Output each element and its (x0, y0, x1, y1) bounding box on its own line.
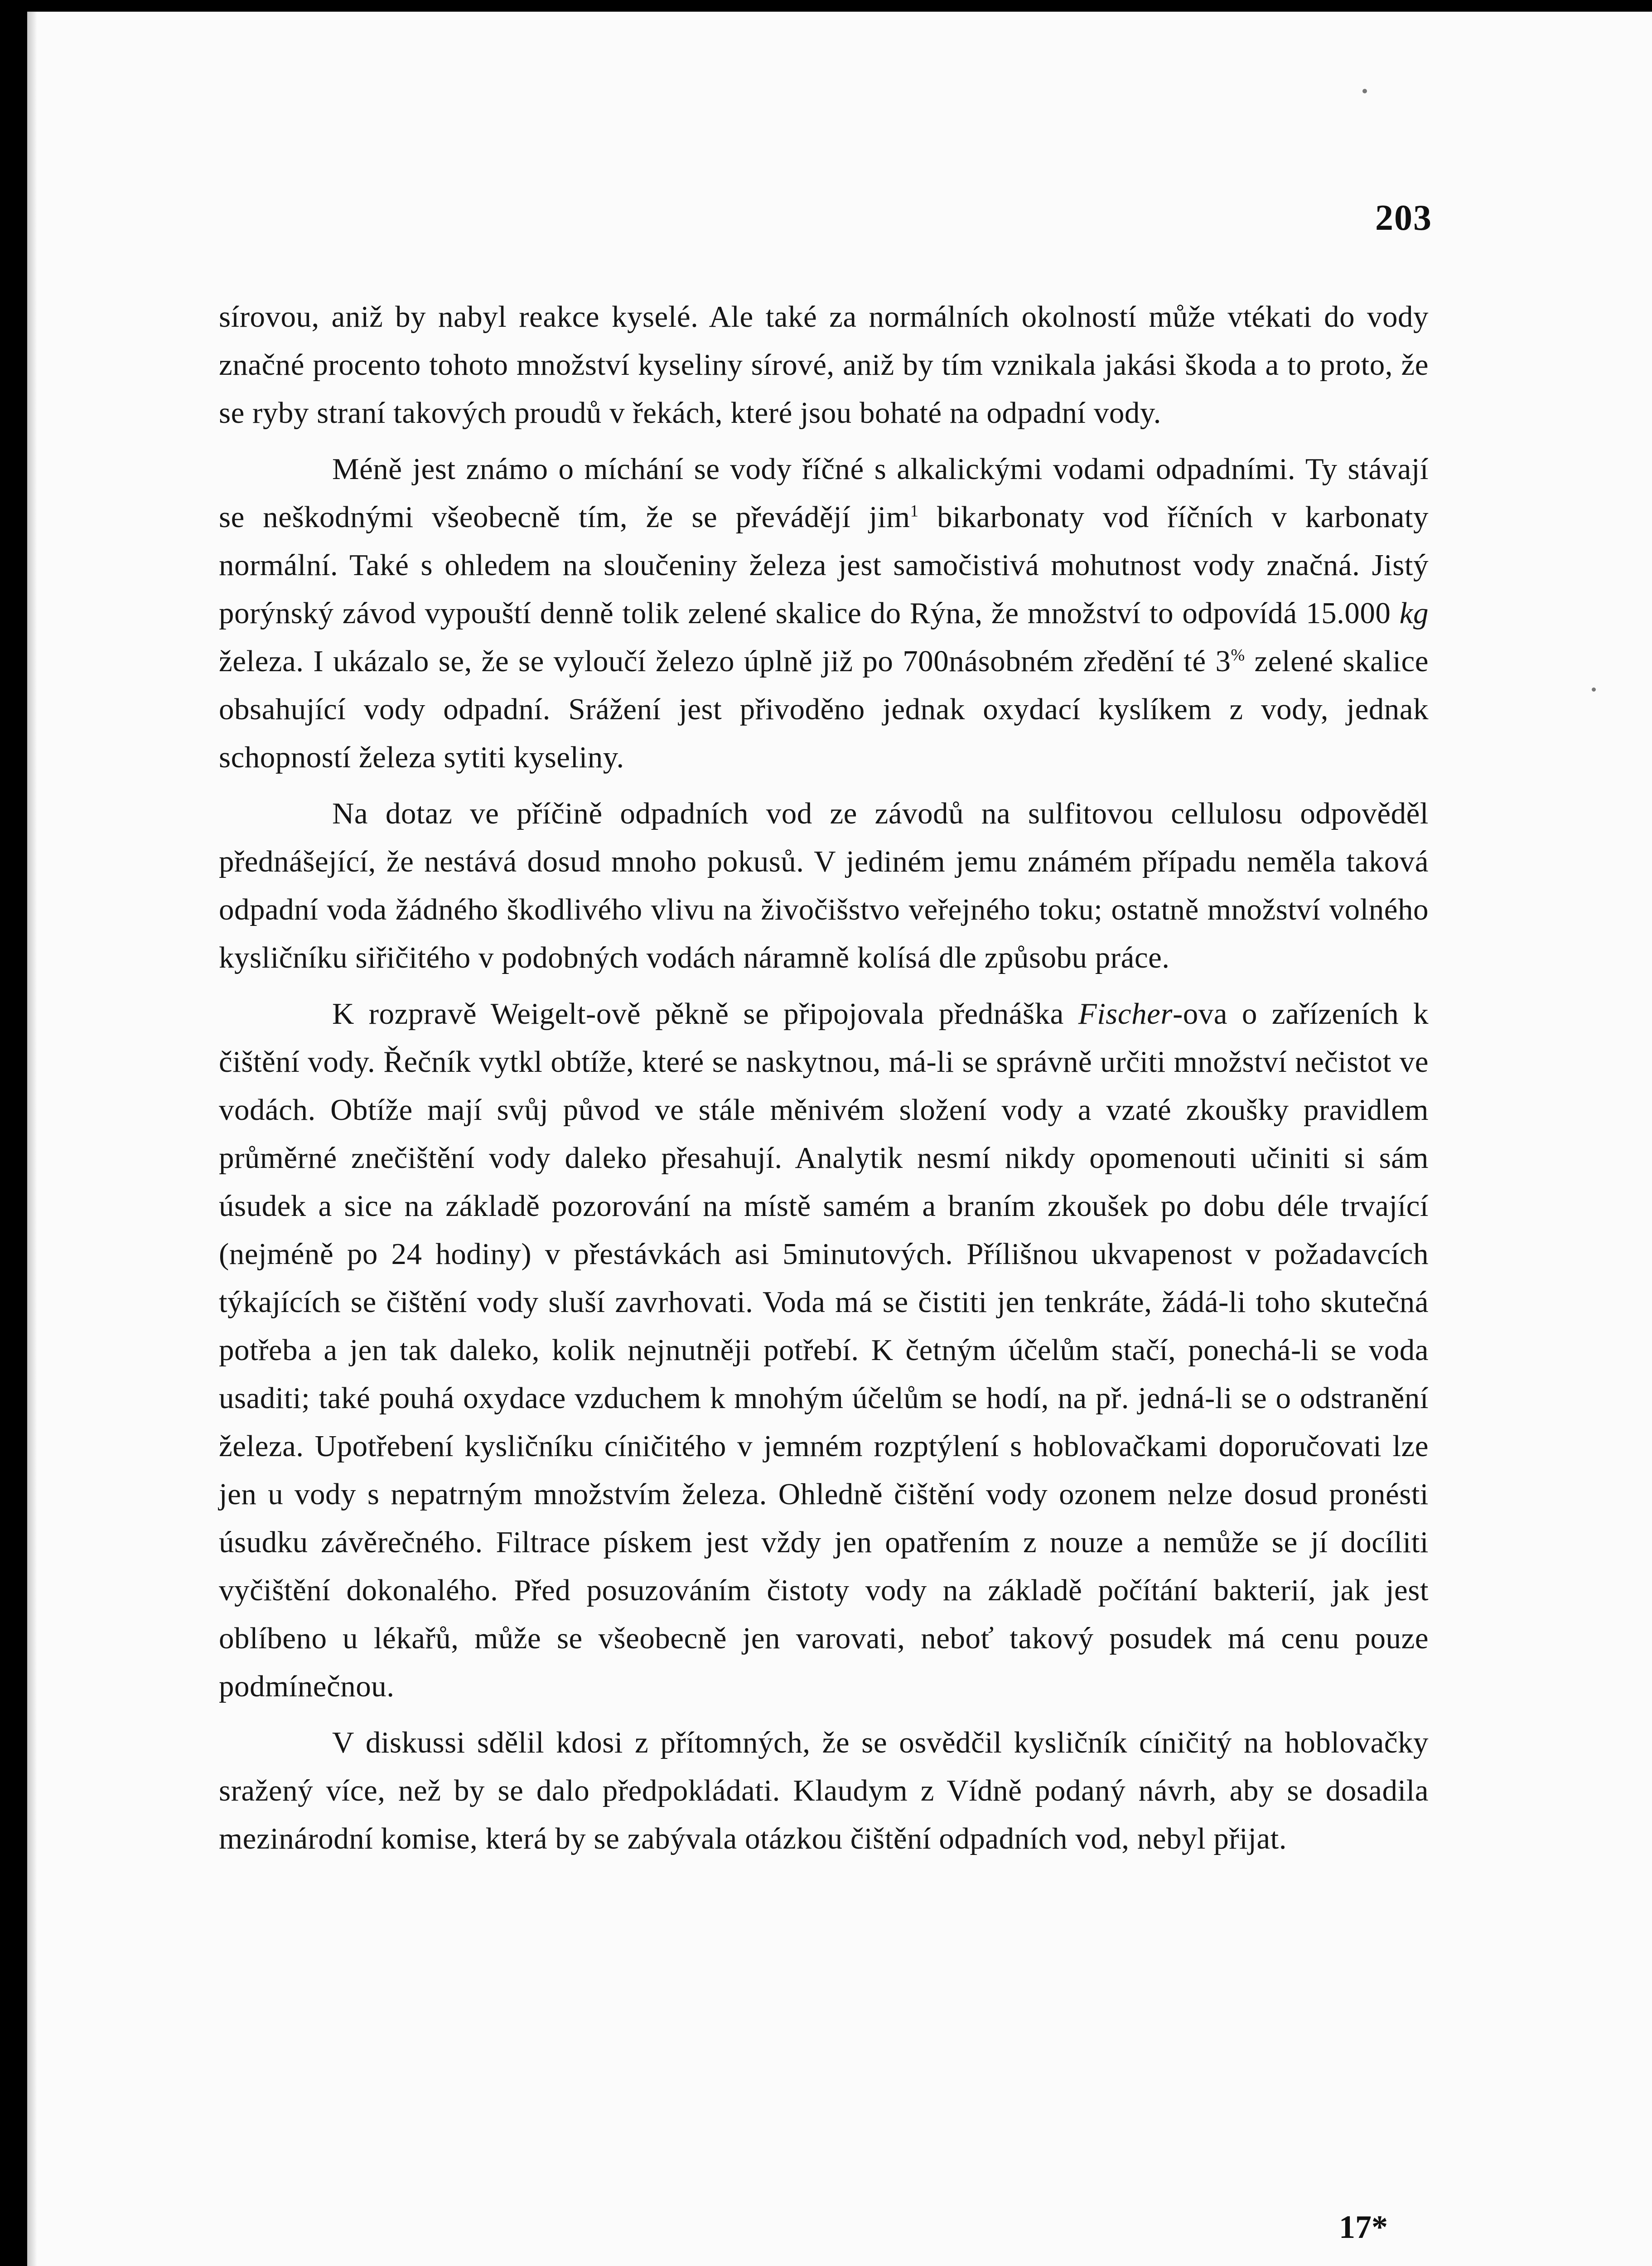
paragraph-2-text-part-3: železa. I ukázalo se, že se vyloučí železo úplně již po 700násobném zředění té 3 (219, 644, 1231, 678)
body-text (219, 293, 1429, 1871)
paragraph-5: V diskussi sdělil kdosi z přítomných, že se osvědčil kysličník cíničitý na hoblovačky sražený více, než by se dalo předpokládati. Klaudym z Vídně podaný návrh, aby se dosadila mezinárodní komise, která by se zabývala otázkou čištění odpadních vod, nebyl přijat. (219, 1726, 1429, 1855)
paragraph-4-text-part-2: -ova o zařízeních k čištění vody. Řečník vytkl obtíže, které se naskytnou, má-li se správně určiti množství nečistot ve vodách. Obtíže mají svůj původ ve stále měnivém složení vody a vzaté zkoušky pravidlem průměrné znečištění vody daleko přesahují. Analytik nesmí nikdy opomenouti učiniti si sám úsudek a sice na základě pozorování na místě samém a braním zkoušek po dobu déle trvající (nejméně po 24 hodiny) v přestávkách asi 5minutových. Přílišnou ukvapenost v požadavcích týkajících se čištění vody sluší zavrhovati. Voda má se čistiti jen tenkráte, žádá-li toho skutečná potřeba a jen tak daleko, kolik nejnutněji potřebí. K četným účelům stačí, ponechá-li se voda usaditi; také pouhá oxydace vzduchem k mnohým účelům se hodí, na př. jedná-li se o odstranění železa. Upotřebení kysličníku cíničitého v jemném rozptýlení s hoblovačkami doporučovati lze jen u vody s nepatrným množstvím železa. Ohledně čištění vody ozonem nelze dosud pronésti úsudku závěrečného. Filtrace pískem jest vždy jen opatřením z nouze a nemůže se jí docíliti vyčištění dokonalého. Před posuzováním čistoty vody na základě počítání bakterií, jak jest oblíbeno u lékařů, může se všeobecně jen varovati, neboť takový posudek má cenu pouze podmínečnou. (219, 997, 1429, 1703)
page-edge-shadow (27, 12, 37, 2266)
paragraph-3: Na dotaz ve příčině odpadních vod ze závodů na sulfitovou cellulosu odpověděl přednášející, že nestává dosud mnoho pokusů. V jediném jemu známém případu neměla taková odpadní voda žádného škodlivého vlivu na živočišstvo veřejného toku; ostatně množství volného kysličníku siřičitého v podobných vodách náramně kolísá dle způsobu práce. (219, 797, 1429, 974)
percent-symbol: % (1231, 645, 1245, 664)
mass-unit: kg (1399, 596, 1429, 630)
paragraph-4-text-part-1: K rozpravě Weigelt-ově pěkně se připojovala přednáška (332, 997, 1078, 1031)
print-speck (1592, 688, 1596, 692)
paragraph-1: sírovou, aniž by nabyl reakce kyselé. Ale také za normálních okolností může vtékati do vody značné procento tohoto množství kyseliny sírové, aniž by tím vznikala jakási škoda a to proto, že se ryby straní takových proudů v řekách, které jsou bohaté na odpadní vody. (219, 300, 1429, 430)
author-name: Fischer (1078, 997, 1173, 1031)
page-number: 203 (1375, 198, 1432, 238)
paragraph-2-superscript: 1 (910, 501, 919, 520)
print-speck (1362, 89, 1367, 93)
signature-mark: 17* (1339, 2209, 1388, 2245)
paragraph-4 (219, 990, 1429, 1710)
paragraph-2-text-part-4: zelené skalice obsahující vody odpadní. Srážení jest přivoděno jednak oxydací kyslíkem z vody, jednak schopností železa sytiti kyseliny. (219, 644, 1429, 774)
scanned-page (27, 11, 1652, 2266)
paragraph-2 (219, 445, 1429, 781)
paragraph-2-text-part-2: bikarbonaty vod říčních v karbonaty normální. Také s ohledem na sloučeniny železa jest samočistivá mohutnost vody značná. Jistý porýnský závod vypouští denně tolik zelené skalice do Rýna, že množství to odpovídá 15.000 (219, 500, 1429, 630)
paragraph-2-text-part-1: Méně jest známo o míchání se vody říčné s alkalickými vodami odpadními. Ty stávají se neškodnými všeobecně tím, že se převádějí jim (219, 452, 1429, 534)
